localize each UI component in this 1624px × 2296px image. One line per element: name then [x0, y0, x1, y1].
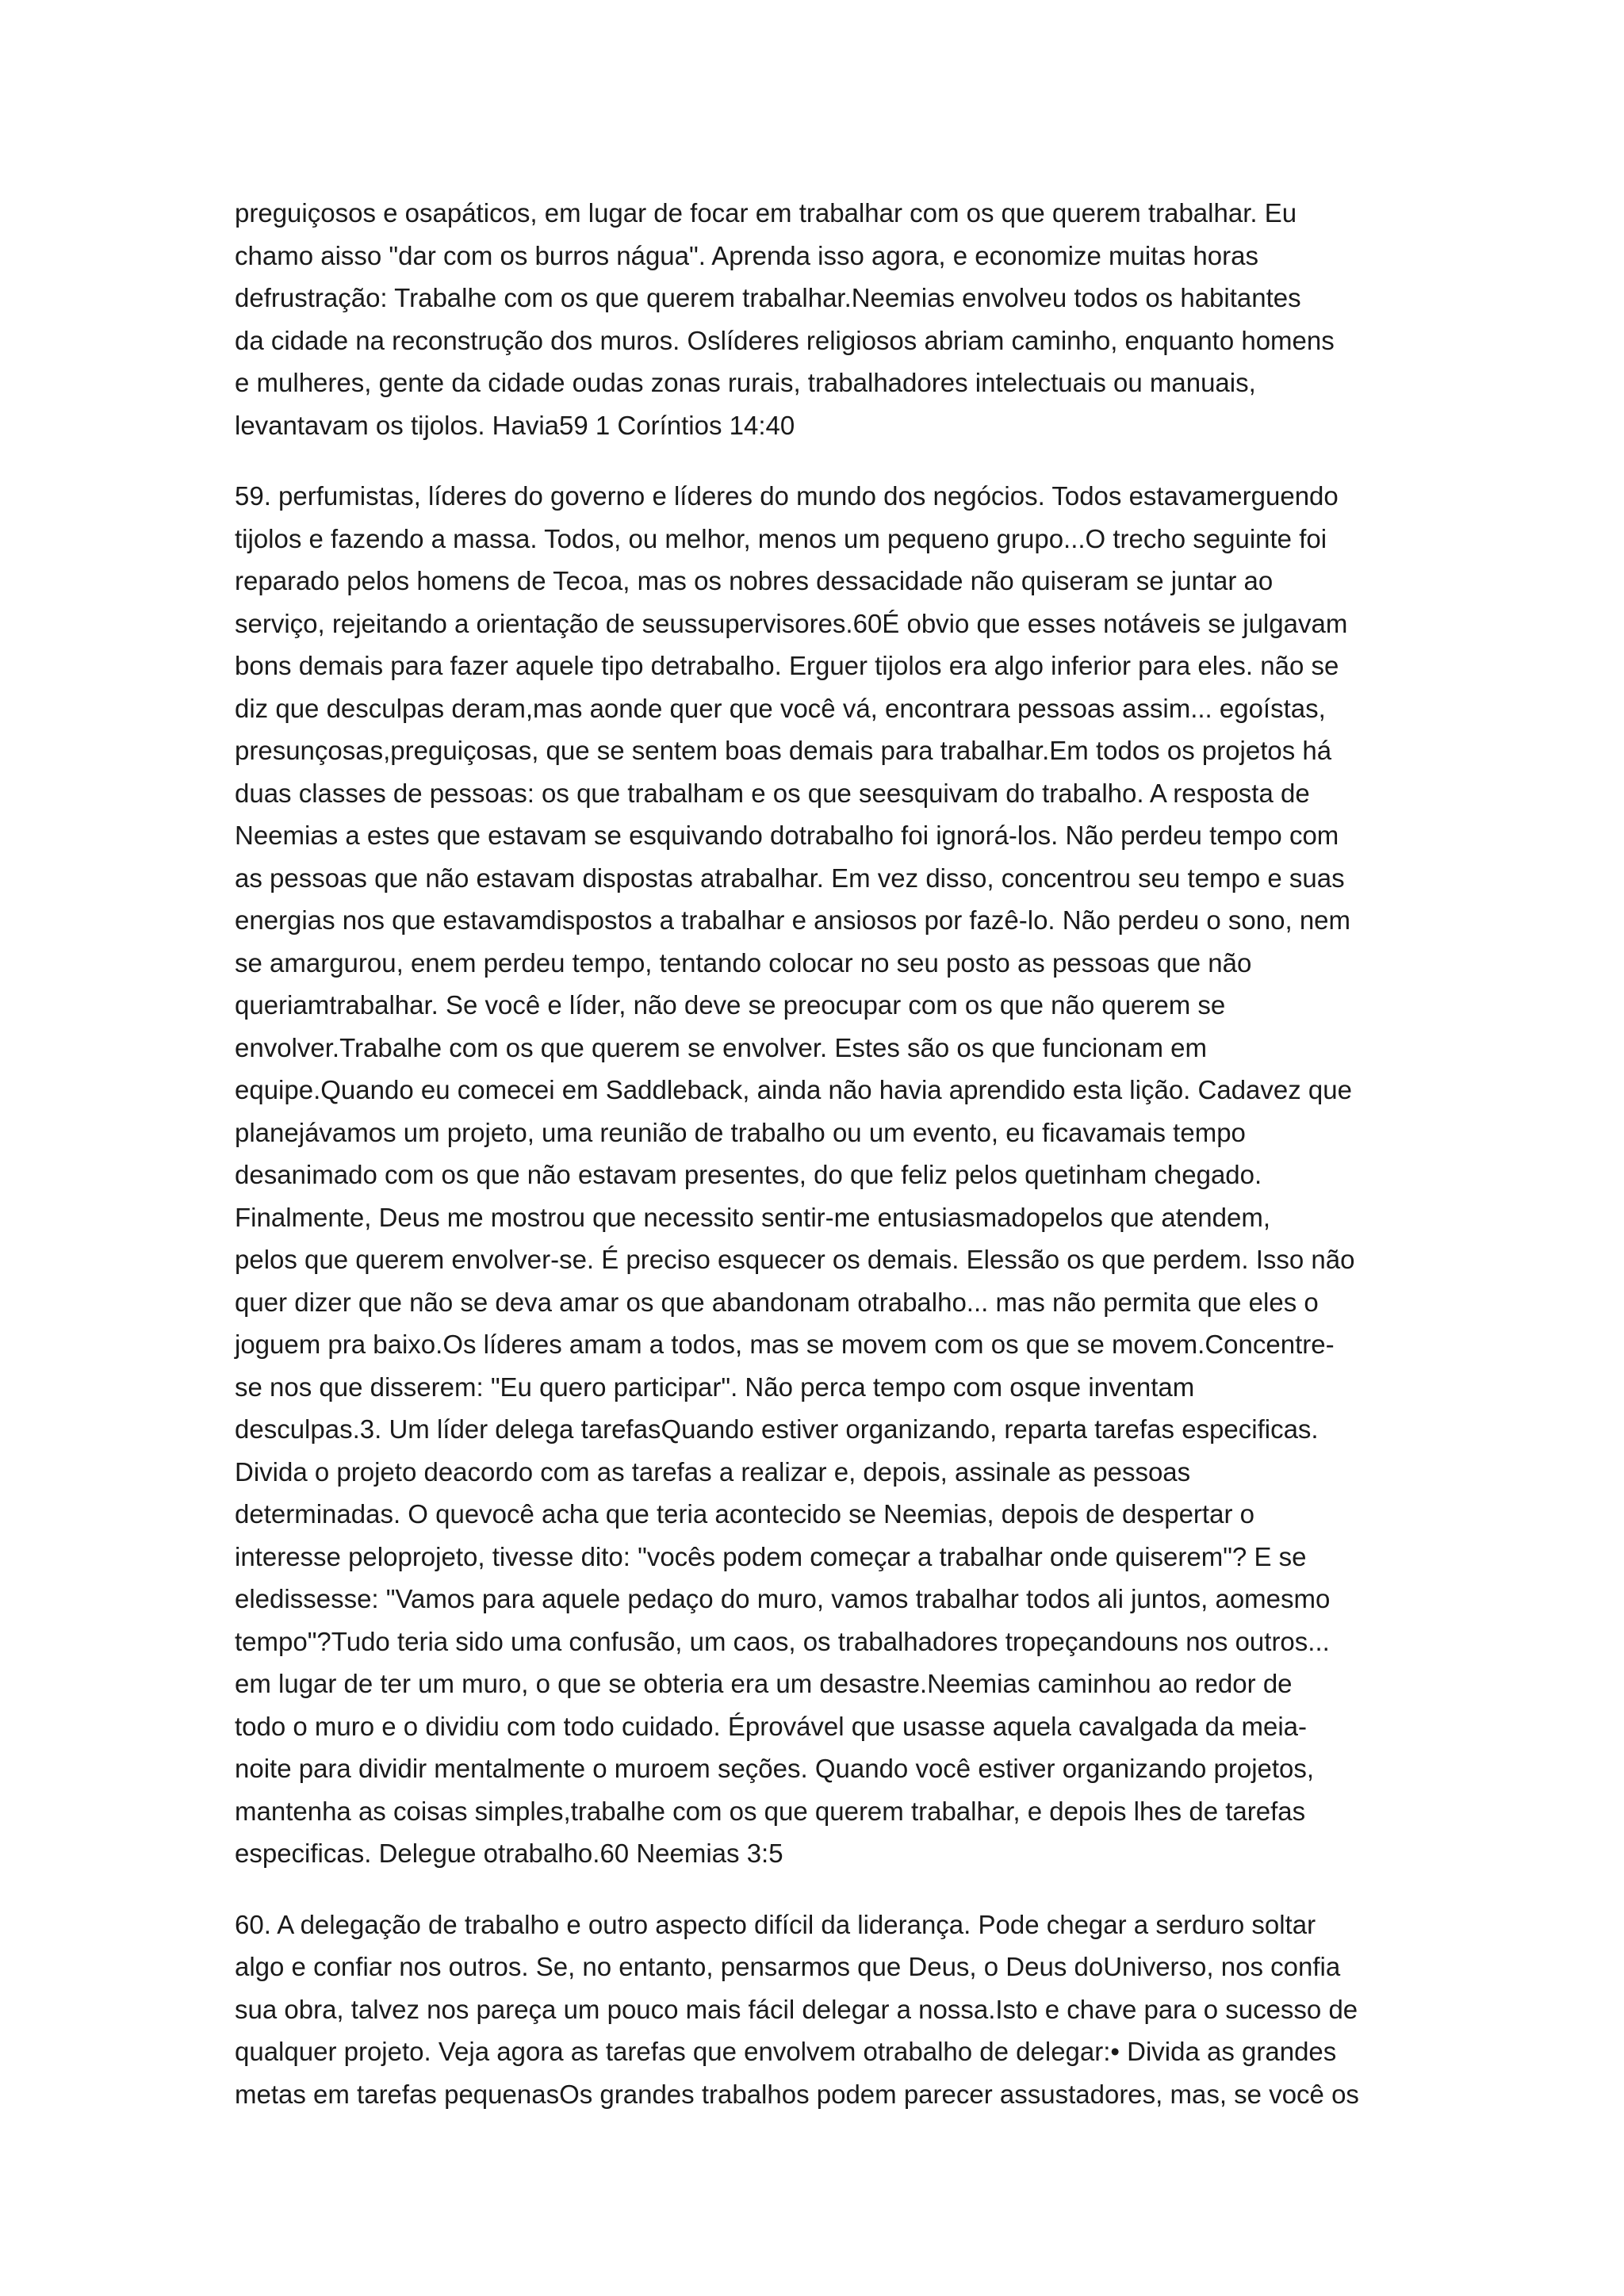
text-line: diz que desculpas deram,mas aonde quer que você vá, encontrara pessoas assim... egoístas, [235, 693, 1326, 723]
text-line: Divida o projeto deacordo com as tarefas a realizar e, depois, assinale as pessoas [235, 1456, 1191, 1487]
document-page [235, 192, 1408, 2144]
text-line: Finalmente, Deus me mostrou que necessito sentir-me entusiasmadopelos que atendem, [235, 1202, 1271, 1232]
text-line: defrustração: Trabalhe com os que querem trabalhar.Neemias envolveu todos os habitantes [235, 283, 1301, 312]
text-line: especificas. Delegue otrabalho.60 Neemias 3:5 [235, 1839, 783, 1868]
text-line: se amargurou, enem perdeu tempo, tentando colocar no seu posto as pessoas que não [235, 947, 1252, 978]
text-line: duas classes de pessoas: os que trabalham e os que seesquivam do trabalho. A resposta de [235, 778, 1310, 808]
text-line: serviço, rejeitando a orientação de seussupervisores.60É obvio que esses notáveis se julgavam [235, 608, 1348, 638]
text-line: determinadas. O quevocê acha que teria acontecido se Neemias, depois de despertar o [235, 1499, 1254, 1529]
text-line: qualquer projeto. Veja agora as tarefas que envolvem otrabalho de delegar:• Divida as grandes [235, 2037, 1337, 2066]
text-line: reparado pelos homens de Tecoa, mas os nobres dessacidade não quiseram se juntar ao [235, 566, 1274, 595]
text-line: energias nos que estavamdispostos a trabalhar e ansiosos por fazê-lo. Não perdeu o sono, nem [235, 905, 1351, 935]
text-line: noite para dividir mentalmente o muroem seções. Quando você estiver organizando projetos, [235, 1754, 1315, 1783]
text-line: todo o muro e o dividiu com todo cuidado. Éprovável que usasse aquela cavalgada da meia- [235, 1711, 1308, 1741]
text-line: bons demais para fazer aquele tipo detrabalho. Erguer tijolos era algo inferior para eles. não se [235, 651, 1339, 680]
text-line: joguem pra baixo.Os líderes amam a todos, mas se movem com os que se movem.Concentre- [235, 1330, 1335, 1359]
text-line: preguiçosos e osapáticos, em lugar de focar em trabalhar com os que querem trabalhar. Eu [235, 198, 1297, 228]
text-line: eledissesse: "Vamos para aquele pedaço do muro, vamos trabalhar todos ali juntos, aomesmo [235, 1584, 1331, 1613]
paragraph-2 [235, 475, 1408, 1875]
paragraph-3 [235, 1904, 1408, 2116]
text-line: da cidade na reconstrução dos muros. Oslíderes religiosos abriam caminho, enquanto homens [235, 325, 1335, 355]
text-line: tempo"?Tudo teria sido uma confusão, um caos, os trabalhadores tropeçandouns nos outros... [235, 1626, 1330, 1656]
text-line: e mulheres, gente da cidade oudas zonas rurais, trabalhadores intelectuais ou manuais, [235, 368, 1256, 397]
text-line: chamo aisso "dar com os burros nágua". Aprenda isso agora, e economize muitas horas [235, 240, 1258, 270]
text-line: mantenha as coisas simples,trabalhe com os que querem trabalhar, e depois lhes de tarefas [235, 1796, 1306, 1826]
text-line: desculpas.3. Um líder delega tarefasQuando estiver organizando, reparta tarefas especificas. [235, 1414, 1319, 1444]
text-line: envolver.Trabalhe com os que querem se envolver. Estes são os que funcionam em [235, 1032, 1207, 1062]
text-line: levantavam os tijolos. Havia59 1 Coríntios 14:40 [235, 410, 795, 440]
text-line: tijolos e fazendo a massa. Todos, ou melhor, menos um pequeno grupo...O trecho seguinte foi [235, 523, 1327, 553]
text-line: equipe.Quando eu comecei em Saddleback, ainda não havia aprendido esta lição. Cadavez que [235, 1075, 1352, 1104]
text-line: presunçosas,preguiçosas, que se sentem boas demais para trabalhar.Em todos os projetos há [235, 736, 1332, 765]
text-line: sua obra, talvez nos pareça um pouco mais fácil delegar a nossa.Isto e chave para o sucesso de [235, 1994, 1358, 2024]
text-line: planejávamos um projeto, uma reunião de trabalho ou um evento, eu ficavamais tempo [235, 1117, 1246, 1147]
text-line: as pessoas que não estavam dispostas atrabalhar. Em vez disso, concentrou seu tempo e suas [235, 863, 1345, 893]
text-line: em lugar de ter um muro, o que se obteria era um desastre.Neemias caminhou ao redor de [235, 1669, 1293, 1698]
text-line: Neemias a estes que estavam se esquivando dotrabalho foi ignorá-los. Não perdeu tempo com [235, 821, 1339, 850]
text-line: interesse peloprojeto, tivesse dito: "vocês podem começar a trabalhar onde quiserem"? E se [235, 1541, 1307, 1571]
text-line: algo e confiar nos outros. Se, no entanto, pensarmos que Deus, o Deus doUniverso, nos confia [235, 1952, 1341, 1981]
text-line: desanimado com os que não estavam presentes, do que feliz pelos quetinham chegado. [235, 1160, 1262, 1189]
paragraph-1 [235, 192, 1408, 446]
text-line: se nos que disserem: "Eu quero participar". Não perca tempo com osque inventam [235, 1372, 1195, 1402]
text-line: pelos que querem envolver-se. É preciso esquecer os demais. Elessão os que perdem. Isso não [235, 1245, 1355, 1274]
text-line: quer dizer que não se deva amar os que abandonam otrabalho... mas não permita que eles o [235, 1287, 1319, 1317]
text-line: queriamtrabalhar. Se você e líder, não deve se preocupar com os que não querem se [235, 990, 1226, 1020]
text-line: 59. perfumistas, líderes do governo e líderes do mundo dos negócios. Todos estavamerguendo [235, 481, 1339, 511]
text-line: metas em tarefas pequenasOs grandes trabalhos podem parecer assustadores, mas, se você os [235, 2079, 1359, 2109]
text-line: 60. A delegação de trabalho e outro aspecto difícil da liderança. Pode chegar a serduro soltar [235, 1909, 1316, 1939]
